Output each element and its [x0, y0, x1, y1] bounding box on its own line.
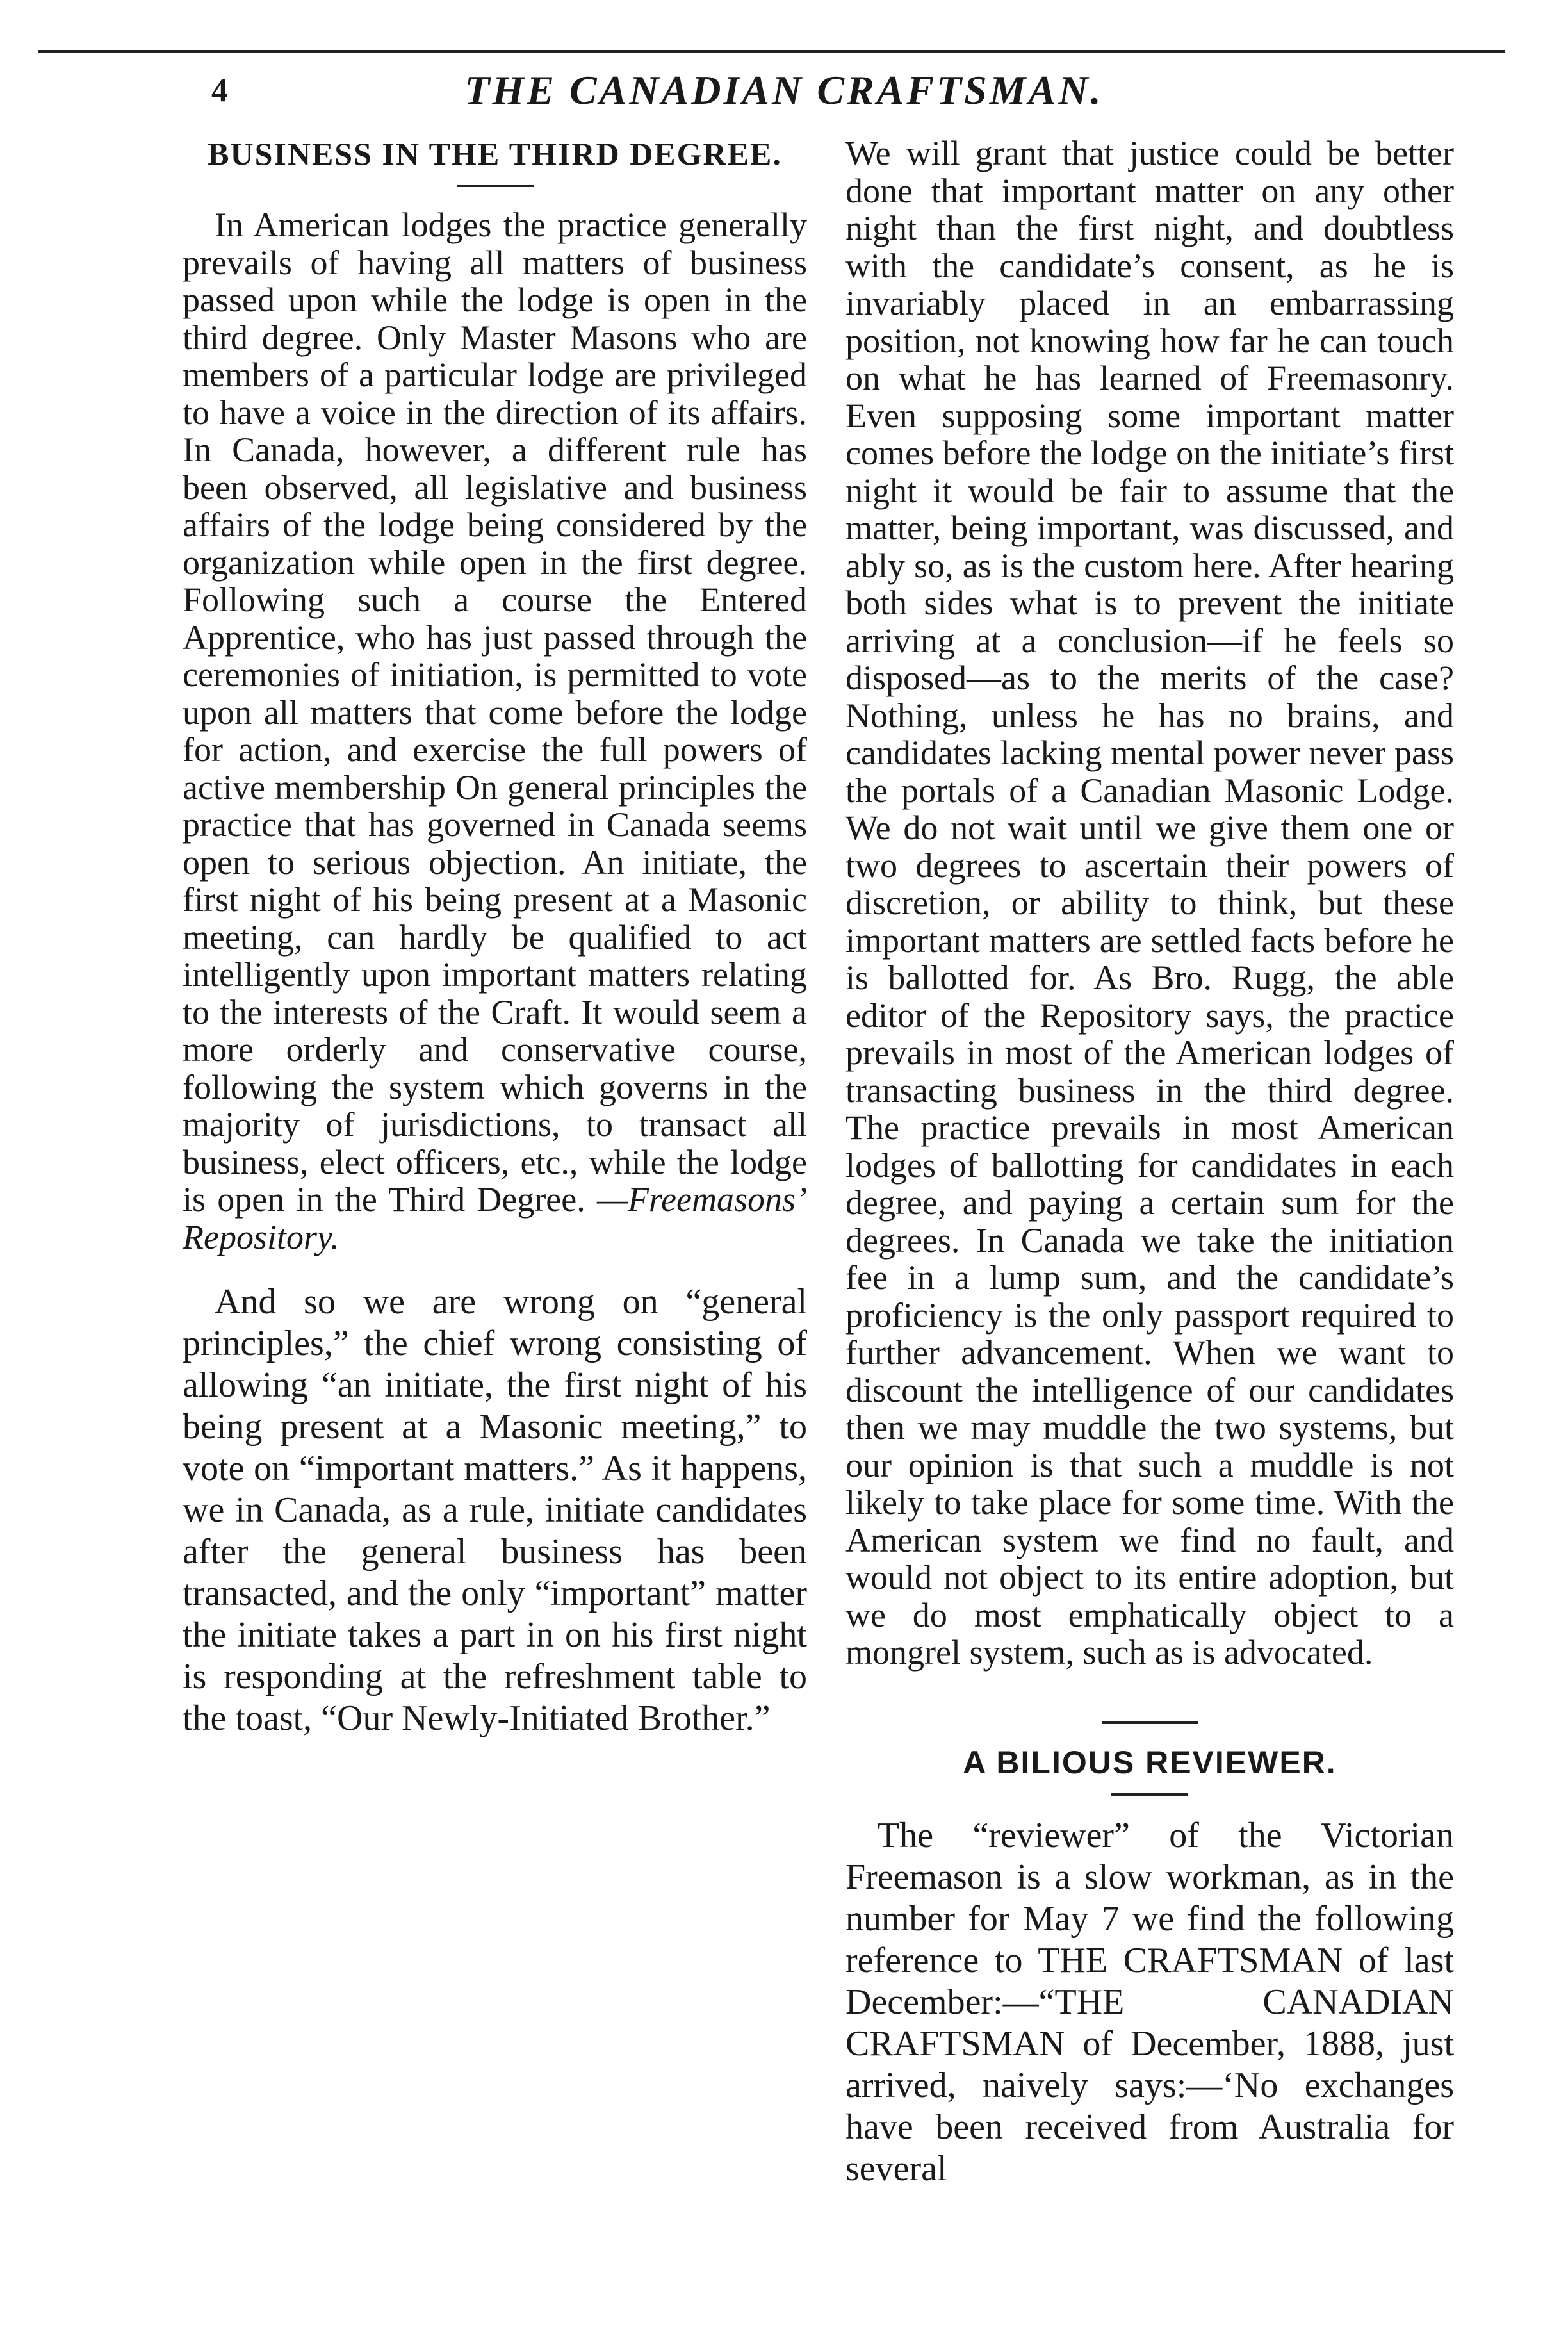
quoted-text: In American lodges the practice generally prevails of having all matters of business passed upon while the lodge is open in the third degree. Only Master Masons who are members of a particular lodge are privileged to have a voice in the direction of its affairs. In Canada, however, a different rule has been observed, all legislative and business affairs of the lodge being considered by the organization while open in the first degree. Following such a course the Entered Apprentice, who has just passed through the ceremonies of initiation, is permitted to vote upon all matters that come before the lodge for action, and exercise the full powers of active membership On general principles the practice that has governed in Canada seems open to serious objection. An initiate, the first night of his being present at a Masonic meeting, can hardly be qualified to act intelligently upon important matters relating to the interests of the Craft. It would seem a more orderly and conservative course, following the system which governs in the majority of jurisdictions, to transact all business, elect officers, etc., while the lodge is open in the Third Degree.	[183, 206, 807, 1219]
quoted-paragraph	[183, 206, 807, 1256]
section-divider-bottom	[1111, 1793, 1188, 1796]
article-title-bilious: A BILIOUS REVIEWER.	[963, 1744, 1337, 1780]
section-divider-top	[1102, 1721, 1198, 1724]
right-column	[845, 135, 1454, 2190]
title-divider	[457, 185, 534, 187]
reply-paragraph-lead: And so we are wrong on “general principles,” the chief wrong consisting of allowing “an initiate, the first night of his being present at a Masonic meeting,” to vote on “important matters.” As it happens, we in Canada, as a rule, initiate candidates after the general business has been transacted, and the only “important” matter the initiate takes a part in on his first night is responding at the refreshment table to the toast, “Our Newly-Initiated Brother.”	[183, 1282, 807, 1738]
quote-source: —Freemasons’ Repository.	[183, 1180, 807, 1256]
page-number: 4	[211, 72, 228, 109]
article-title-business: BUSINESS IN THE THIRD DEGREE.	[208, 136, 782, 172]
running-head: THE CANADIAN CRAFTSMAN.	[464, 67, 1104, 113]
bilious-reviewer-paragraph: The “reviewer” of the Victorian Freemason is a slow workman, as in the number for May 7 we find the following reference to THE CRAFTSMAN of last December:—“THE CANADIAN CRAFTSMAN of December, 1888, just arrived, naively says:—‘No exchanges have been received from Australia for several	[845, 1815, 1454, 2189]
left-column	[183, 135, 807, 1739]
top-rule	[38, 50, 1505, 53]
reply-paragraph-continued: We will grant that justice could be better done that important matter on any other night than the first night, and doubtless with the candidate’s consent, as he is invariably placed in an embarrassing position, not knowing how far he can touch on what he has learned of Freemasonry. Even supposing some important matter comes before the lodge on the initiate’s first night it would be fair to assume that the matter, being important, was discussed, and ably so, as is the custom here. After hearing both sides what is to prevent the initiate arriving at a conclusion—if he feels so disposed—as to the merits of the case? Nothing, unless he has no brains, and candidates lacking mental power never pass the portals of a Canadian Masonic Lodge. We do not wait until we give them one or two degrees to ascertain their powers of discretion, or ability to think, but these important matters are settled facts before he is ballotted for. As Bro. Rugg, the able editor of the Repository says, the practice prevails in most of the American lodges of transacting business in the third degree. The practice prevails in most American lodges of ballotting for candidates in each degree, and paying a certain sum for the degrees. In Canada we take the initiation fee in a lump sum, and the candidate’s proficiency is the only passport required to further advancement. When we want to discount the intelligence of our candidates then we may muddle the two systems, but our opinion is that such a muddle is not likely to take place for some time. With the American system we find no fault, and would not object to its entire adoption, but we do most emphatically object to a mongrel system, such as is advocated.	[845, 134, 1454, 1672]
